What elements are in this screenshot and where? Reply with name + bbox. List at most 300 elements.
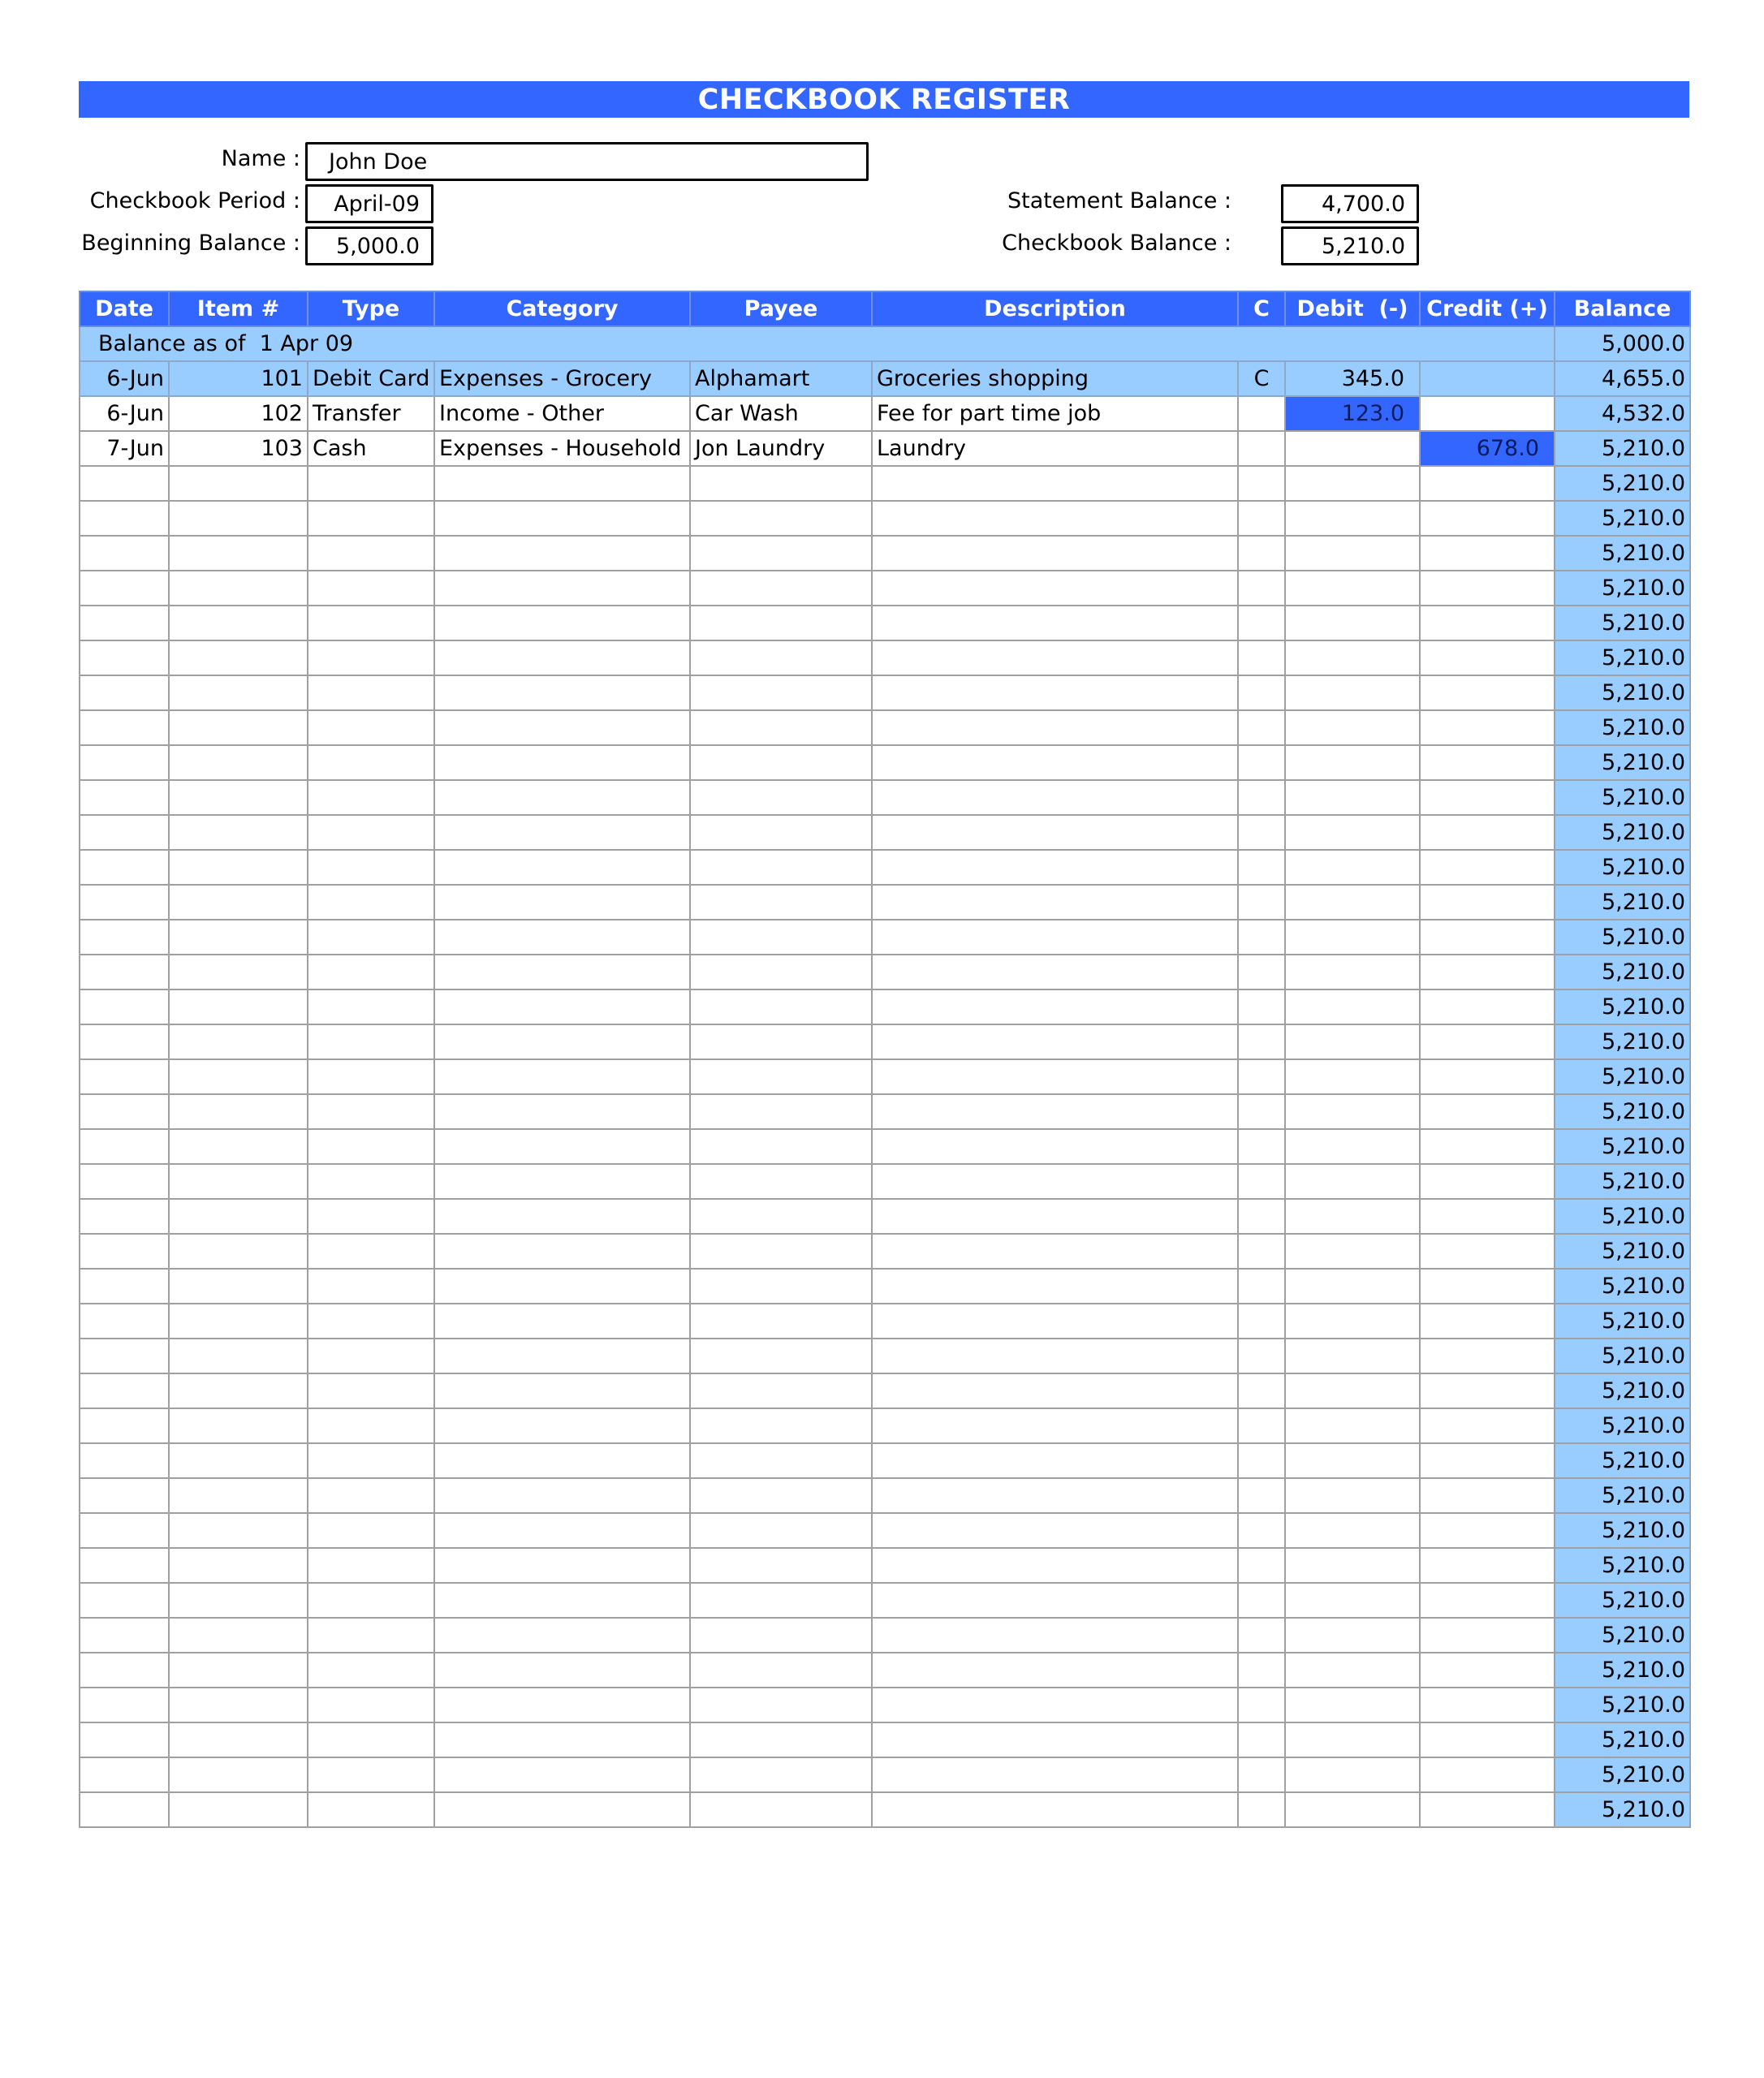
cell-debit[interactable] (1285, 675, 1420, 710)
cell-credit[interactable] (1420, 1304, 1555, 1339)
cell-type[interactable] (308, 1059, 434, 1094)
cell-date[interactable]: 6-Jun (80, 396, 169, 431)
cell-date[interactable] (80, 780, 169, 815)
cell-date[interactable] (80, 1339, 169, 1373)
cell-category[interactable] (434, 1234, 690, 1269)
cell-payee[interactable] (690, 1059, 872, 1094)
cell-date[interactable] (80, 815, 169, 850)
cell-category[interactable] (434, 1269, 690, 1304)
cell-credit[interactable] (1420, 745, 1555, 780)
cell-payee[interactable] (690, 1653, 872, 1688)
cell-payee[interactable] (690, 1618, 872, 1653)
cell-item[interactable] (169, 1129, 308, 1164)
cell-item[interactable]: 101 (169, 361, 308, 396)
cell-category[interactable] (434, 885, 690, 920)
cell-cleared[interactable] (1238, 536, 1285, 571)
cell-credit[interactable] (1420, 1653, 1555, 1688)
beginning-balance-field[interactable]: 5,000.0 (305, 226, 433, 265)
cell-type[interactable] (308, 640, 434, 675)
cell-category[interactable] (434, 501, 690, 536)
cell-cleared[interactable] (1238, 1688, 1285, 1722)
cell-credit[interactable] (1420, 606, 1555, 640)
cell-date[interactable] (80, 1024, 169, 1059)
cell-payee[interactable]: Jon Laundry (690, 431, 872, 466)
cell-payee[interactable] (690, 1094, 872, 1129)
cell-payee[interactable] (690, 850, 872, 885)
cell-description[interactable] (872, 955, 1238, 989)
cell-date[interactable] (80, 536, 169, 571)
cell-date[interactable] (80, 1583, 169, 1618)
cell-item[interactable] (169, 1269, 308, 1304)
cell-type[interactable] (308, 885, 434, 920)
cell-category[interactable] (434, 1094, 690, 1129)
cell-credit[interactable] (1420, 1757, 1555, 1792)
cell-payee[interactable] (690, 1443, 872, 1478)
cell-item[interactable] (169, 989, 308, 1024)
cell-credit[interactable] (1420, 466, 1555, 501)
cell-date[interactable] (80, 885, 169, 920)
cell-item[interactable] (169, 1757, 308, 1792)
cell-cleared[interactable] (1238, 1443, 1285, 1478)
cell-cleared[interactable] (1238, 396, 1285, 431)
cell-category[interactable] (434, 1304, 690, 1339)
cell-item[interactable] (169, 1653, 308, 1688)
cell-type[interactable] (308, 1129, 434, 1164)
cell-description[interactable] (872, 675, 1238, 710)
cell-date[interactable] (80, 1164, 169, 1199)
cell-category[interactable] (434, 815, 690, 850)
cell-category[interactable] (434, 1443, 690, 1478)
cell-description[interactable] (872, 1024, 1238, 1059)
cell-item[interactable] (169, 710, 308, 745)
cell-category[interactable] (434, 745, 690, 780)
cell-date[interactable] (80, 1269, 169, 1304)
cell-description[interactable] (872, 1618, 1238, 1653)
cell-date[interactable] (80, 1722, 169, 1757)
cell-cleared[interactable] (1238, 1339, 1285, 1373)
cell-payee[interactable] (690, 606, 872, 640)
cell-credit[interactable] (1420, 955, 1555, 989)
cell-debit[interactable] (1285, 1722, 1420, 1757)
cell-category[interactable]: Expenses - Grocery (434, 361, 690, 396)
cell-category[interactable] (434, 710, 690, 745)
cell-type[interactable]: Transfer (308, 396, 434, 431)
cell-item[interactable] (169, 571, 308, 606)
cell-cleared[interactable] (1238, 710, 1285, 745)
cell-item[interactable] (169, 780, 308, 815)
cell-item[interactable] (169, 675, 308, 710)
cell-date[interactable] (80, 1478, 169, 1513)
cell-cleared[interactable] (1238, 815, 1285, 850)
cell-type[interactable] (308, 606, 434, 640)
cell-type[interactable] (308, 1722, 434, 1757)
cell-type[interactable] (308, 920, 434, 955)
cell-credit[interactable] (1420, 396, 1555, 431)
cell-date[interactable] (80, 606, 169, 640)
cell-item[interactable] (169, 1408, 308, 1443)
cell-description[interactable] (872, 1688, 1238, 1722)
cell-description[interactable] (872, 920, 1238, 955)
cell-item[interactable] (169, 1443, 308, 1478)
cell-cleared[interactable] (1238, 1269, 1285, 1304)
cell-category[interactable] (434, 606, 690, 640)
cell-credit[interactable] (1420, 1199, 1555, 1234)
cell-date[interactable]: 6-Jun (80, 361, 169, 396)
cell-description[interactable] (872, 885, 1238, 920)
cell-description[interactable] (872, 1234, 1238, 1269)
cell-description[interactable] (872, 1339, 1238, 1373)
cell-credit[interactable] (1420, 1269, 1555, 1304)
cell-debit[interactable] (1285, 1129, 1420, 1164)
cell-debit[interactable] (1285, 1024, 1420, 1059)
cell-description[interactable] (872, 1094, 1238, 1129)
cell-type[interactable] (308, 1688, 434, 1722)
cell-type[interactable] (308, 536, 434, 571)
cell-category[interactable] (434, 1583, 690, 1618)
cell-cleared[interactable] (1238, 1024, 1285, 1059)
cell-payee[interactable] (690, 1722, 872, 1757)
cell-debit[interactable] (1285, 1757, 1420, 1792)
cell-debit[interactable] (1285, 955, 1420, 989)
cell-category[interactable] (434, 1059, 690, 1094)
cell-debit[interactable] (1285, 1234, 1420, 1269)
cell-type[interactable] (308, 466, 434, 501)
cell-description[interactable] (872, 1653, 1238, 1688)
cell-date[interactable]: 7-Jun (80, 431, 169, 466)
cell-description[interactable] (872, 815, 1238, 850)
cell-credit[interactable] (1420, 1234, 1555, 1269)
cell-cleared[interactable] (1238, 1059, 1285, 1094)
cell-date[interactable] (80, 1094, 169, 1129)
cell-type[interactable] (308, 1269, 434, 1304)
cell-cleared[interactable] (1238, 1792, 1285, 1827)
cell-payee[interactable] (690, 885, 872, 920)
cell-cleared[interactable] (1238, 1234, 1285, 1269)
cell-date[interactable] (80, 675, 169, 710)
cell-item[interactable] (169, 1478, 308, 1513)
cell-item[interactable] (169, 885, 308, 920)
cell-type[interactable] (308, 1304, 434, 1339)
cell-cleared[interactable] (1238, 501, 1285, 536)
cell-payee[interactable] (690, 1129, 872, 1164)
cell-credit[interactable] (1420, 1583, 1555, 1618)
cell-credit[interactable] (1420, 1722, 1555, 1757)
cell-debit[interactable] (1285, 989, 1420, 1024)
cell-debit[interactable]: 123.0 (1285, 396, 1420, 431)
cell-description[interactable] (872, 1373, 1238, 1408)
cell-cleared[interactable] (1238, 1408, 1285, 1443)
cell-category[interactable] (434, 536, 690, 571)
cell-credit[interactable] (1420, 1478, 1555, 1513)
cell-debit[interactable] (1285, 1373, 1420, 1408)
cell-debit[interactable] (1285, 850, 1420, 885)
cell-debit[interactable] (1285, 1059, 1420, 1094)
cell-debit[interactable] (1285, 1653, 1420, 1688)
cell-payee[interactable] (690, 1478, 872, 1513)
cell-category[interactable] (434, 1688, 690, 1722)
cell-cleared[interactable] (1238, 1199, 1285, 1234)
cell-type[interactable] (308, 1513, 434, 1548)
cell-date[interactable] (80, 710, 169, 745)
cell-credit[interactable] (1420, 501, 1555, 536)
cell-date[interactable] (80, 1653, 169, 1688)
cell-category[interactable] (434, 1722, 690, 1757)
cell-cleared[interactable] (1238, 780, 1285, 815)
cell-payee[interactable] (690, 1548, 872, 1583)
cell-debit[interactable] (1285, 640, 1420, 675)
cell-payee[interactable] (690, 1373, 872, 1408)
cell-debit[interactable] (1285, 1164, 1420, 1199)
cell-description[interactable] (872, 466, 1238, 501)
cell-item[interactable] (169, 1339, 308, 1373)
cell-cleared[interactable] (1238, 640, 1285, 675)
statement-balance-field[interactable]: 4,700.0 (1281, 184, 1419, 223)
cell-type[interactable] (308, 1339, 434, 1373)
cell-cleared[interactable] (1238, 1583, 1285, 1618)
cell-date[interactable] (80, 1688, 169, 1722)
cell-type[interactable] (308, 1234, 434, 1269)
cell-cleared[interactable] (1238, 1094, 1285, 1129)
cell-description[interactable] (872, 1792, 1238, 1827)
cell-credit[interactable] (1420, 1443, 1555, 1478)
cell-category[interactable] (434, 920, 690, 955)
cell-category[interactable] (434, 1478, 690, 1513)
cell-debit[interactable] (1285, 466, 1420, 501)
cell-date[interactable] (80, 920, 169, 955)
cell-cleared[interactable] (1238, 850, 1285, 885)
cell-item[interactable] (169, 1304, 308, 1339)
cell-cleared[interactable] (1238, 745, 1285, 780)
cell-item[interactable] (169, 466, 308, 501)
cell-debit[interactable] (1285, 431, 1420, 466)
cell-type[interactable] (308, 571, 434, 606)
cell-payee[interactable] (690, 1583, 872, 1618)
cell-date[interactable] (80, 1304, 169, 1339)
cell-category[interactable] (434, 1164, 690, 1199)
cell-credit[interactable] (1420, 920, 1555, 955)
cell-item[interactable] (169, 1234, 308, 1269)
cell-cleared[interactable] (1238, 1548, 1285, 1583)
cell-description[interactable] (872, 1548, 1238, 1583)
cell-category[interactable] (434, 571, 690, 606)
cell-date[interactable] (80, 466, 169, 501)
cell-category[interactable] (434, 640, 690, 675)
cell-date[interactable] (80, 1234, 169, 1269)
cell-payee[interactable] (690, 815, 872, 850)
cell-debit[interactable] (1285, 815, 1420, 850)
cell-payee[interactable] (690, 1164, 872, 1199)
period-field[interactable]: April-09 (305, 184, 433, 223)
cell-category[interactable] (434, 989, 690, 1024)
cell-credit[interactable] (1420, 1513, 1555, 1548)
cell-credit[interactable] (1420, 1792, 1555, 1827)
cell-debit[interactable] (1285, 780, 1420, 815)
cell-item[interactable] (169, 536, 308, 571)
cell-item[interactable] (169, 1618, 308, 1653)
cell-debit[interactable] (1285, 1792, 1420, 1827)
cell-debit[interactable] (1285, 1688, 1420, 1722)
cell-payee[interactable] (690, 1199, 872, 1234)
cell-type[interactable] (308, 675, 434, 710)
cell-debit[interactable] (1285, 1339, 1420, 1373)
cell-credit[interactable]: 678.0 (1420, 431, 1555, 466)
cell-debit[interactable]: 345.0 (1285, 361, 1420, 396)
cell-cleared[interactable] (1238, 989, 1285, 1024)
cell-type[interactable] (308, 1164, 434, 1199)
cell-item[interactable] (169, 640, 308, 675)
cell-credit[interactable] (1420, 989, 1555, 1024)
cell-date[interactable] (80, 1129, 169, 1164)
cell-debit[interactable] (1285, 745, 1420, 780)
cell-type[interactable] (308, 1373, 434, 1408)
cell-debit[interactable] (1285, 1618, 1420, 1653)
cell-date[interactable] (80, 501, 169, 536)
cell-category[interactable] (434, 1129, 690, 1164)
cell-credit[interactable] (1420, 1688, 1555, 1722)
cell-debit[interactable] (1285, 1094, 1420, 1129)
cell-credit[interactable] (1420, 1094, 1555, 1129)
cell-date[interactable] (80, 1513, 169, 1548)
cell-item[interactable] (169, 1024, 308, 1059)
cell-payee[interactable] (690, 955, 872, 989)
cell-debit[interactable] (1285, 1199, 1420, 1234)
cell-debit[interactable] (1285, 536, 1420, 571)
cell-description[interactable] (872, 1478, 1238, 1513)
cell-payee[interactable] (690, 501, 872, 536)
cell-credit[interactable] (1420, 675, 1555, 710)
cell-debit[interactable] (1285, 501, 1420, 536)
cell-cleared[interactable] (1238, 1618, 1285, 1653)
cell-item[interactable] (169, 1548, 308, 1583)
cell-type[interactable] (308, 989, 434, 1024)
cell-description[interactable] (872, 1269, 1238, 1304)
cell-category[interactable] (434, 1199, 690, 1234)
cell-payee[interactable] (690, 1513, 872, 1548)
cell-credit[interactable] (1420, 780, 1555, 815)
cell-cleared[interactable] (1238, 1129, 1285, 1164)
cell-type[interactable] (308, 850, 434, 885)
cell-description[interactable] (872, 1513, 1238, 1548)
cell-type[interactable] (308, 780, 434, 815)
cell-category[interactable] (434, 1757, 690, 1792)
cell-description[interactable] (872, 1304, 1238, 1339)
cell-item[interactable] (169, 606, 308, 640)
cell-item[interactable]: 103 (169, 431, 308, 466)
cell-debit[interactable] (1285, 1583, 1420, 1618)
cell-category[interactable] (434, 1618, 690, 1653)
cell-category[interactable] (434, 850, 690, 885)
cell-description[interactable] (872, 1722, 1238, 1757)
cell-cleared[interactable] (1238, 920, 1285, 955)
cell-cleared[interactable] (1238, 1513, 1285, 1548)
cell-description[interactable] (872, 1059, 1238, 1094)
cell-cleared[interactable] (1238, 885, 1285, 920)
cell-date[interactable] (80, 571, 169, 606)
cell-cleared[interactable] (1238, 431, 1285, 466)
cell-credit[interactable] (1420, 1339, 1555, 1373)
cell-cleared[interactable] (1238, 1757, 1285, 1792)
cell-debit[interactable] (1285, 1304, 1420, 1339)
cell-item[interactable] (169, 955, 308, 989)
cell-description[interactable] (872, 989, 1238, 1024)
cell-cleared[interactable] (1238, 1164, 1285, 1199)
cell-payee[interactable] (690, 1792, 872, 1827)
cell-credit[interactable] (1420, 571, 1555, 606)
cell-category[interactable] (434, 466, 690, 501)
cell-item[interactable] (169, 850, 308, 885)
cell-credit[interactable] (1420, 1164, 1555, 1199)
cell-category[interactable] (434, 675, 690, 710)
cell-type[interactable] (308, 815, 434, 850)
cell-payee[interactable] (690, 1304, 872, 1339)
cell-item[interactable] (169, 1373, 308, 1408)
cell-description[interactable] (872, 501, 1238, 536)
cell-description[interactable] (872, 780, 1238, 815)
cell-description[interactable] (872, 1199, 1238, 1234)
cell-date[interactable] (80, 1618, 169, 1653)
cell-credit[interactable] (1420, 815, 1555, 850)
cell-payee[interactable] (690, 571, 872, 606)
cell-category[interactable]: Income - Other (434, 396, 690, 431)
cell-credit[interactable] (1420, 1408, 1555, 1443)
cell-cleared[interactable] (1238, 1304, 1285, 1339)
cell-type[interactable] (308, 1094, 434, 1129)
cell-description[interactable]: Laundry (872, 431, 1238, 466)
cell-description[interactable] (872, 1757, 1238, 1792)
cell-type[interactable] (308, 1548, 434, 1583)
cell-item[interactable] (169, 1199, 308, 1234)
cell-debit[interactable] (1285, 606, 1420, 640)
cell-date[interactable] (80, 1443, 169, 1478)
cell-item[interactable] (169, 745, 308, 780)
cell-item[interactable] (169, 920, 308, 955)
cell-credit[interactable] (1420, 640, 1555, 675)
cell-description[interactable] (872, 1443, 1238, 1478)
cell-date[interactable] (80, 1373, 169, 1408)
cell-credit[interactable] (1420, 850, 1555, 885)
cell-category[interactable] (434, 780, 690, 815)
cell-category[interactable] (434, 1339, 690, 1373)
cell-cleared[interactable]: C (1238, 361, 1285, 396)
cell-category[interactable]: Expenses - Household (434, 431, 690, 466)
cell-type[interactable] (308, 1478, 434, 1513)
cell-type[interactable] (308, 501, 434, 536)
cell-item[interactable] (169, 1722, 308, 1757)
cell-date[interactable] (80, 1199, 169, 1234)
cell-credit[interactable] (1420, 1059, 1555, 1094)
cell-type[interactable] (308, 955, 434, 989)
cell-payee[interactable]: Car Wash (690, 396, 872, 431)
cell-type[interactable] (308, 745, 434, 780)
cell-item[interactable] (169, 501, 308, 536)
cell-payee[interactable] (690, 466, 872, 501)
cell-description[interactable]: Fee for part time job (872, 396, 1238, 431)
cell-debit[interactable] (1285, 710, 1420, 745)
cell-payee[interactable] (690, 780, 872, 815)
cell-debit[interactable] (1285, 571, 1420, 606)
cell-type[interactable] (308, 1653, 434, 1688)
cell-debit[interactable] (1285, 1269, 1420, 1304)
cell-debit[interactable] (1285, 920, 1420, 955)
cell-description[interactable] (872, 745, 1238, 780)
cell-type[interactable] (308, 1618, 434, 1653)
cell-category[interactable] (434, 1408, 690, 1443)
cell-category[interactable] (434, 955, 690, 989)
cell-credit[interactable] (1420, 710, 1555, 745)
cell-date[interactable] (80, 850, 169, 885)
cell-payee[interactable] (690, 536, 872, 571)
cell-date[interactable] (80, 955, 169, 989)
